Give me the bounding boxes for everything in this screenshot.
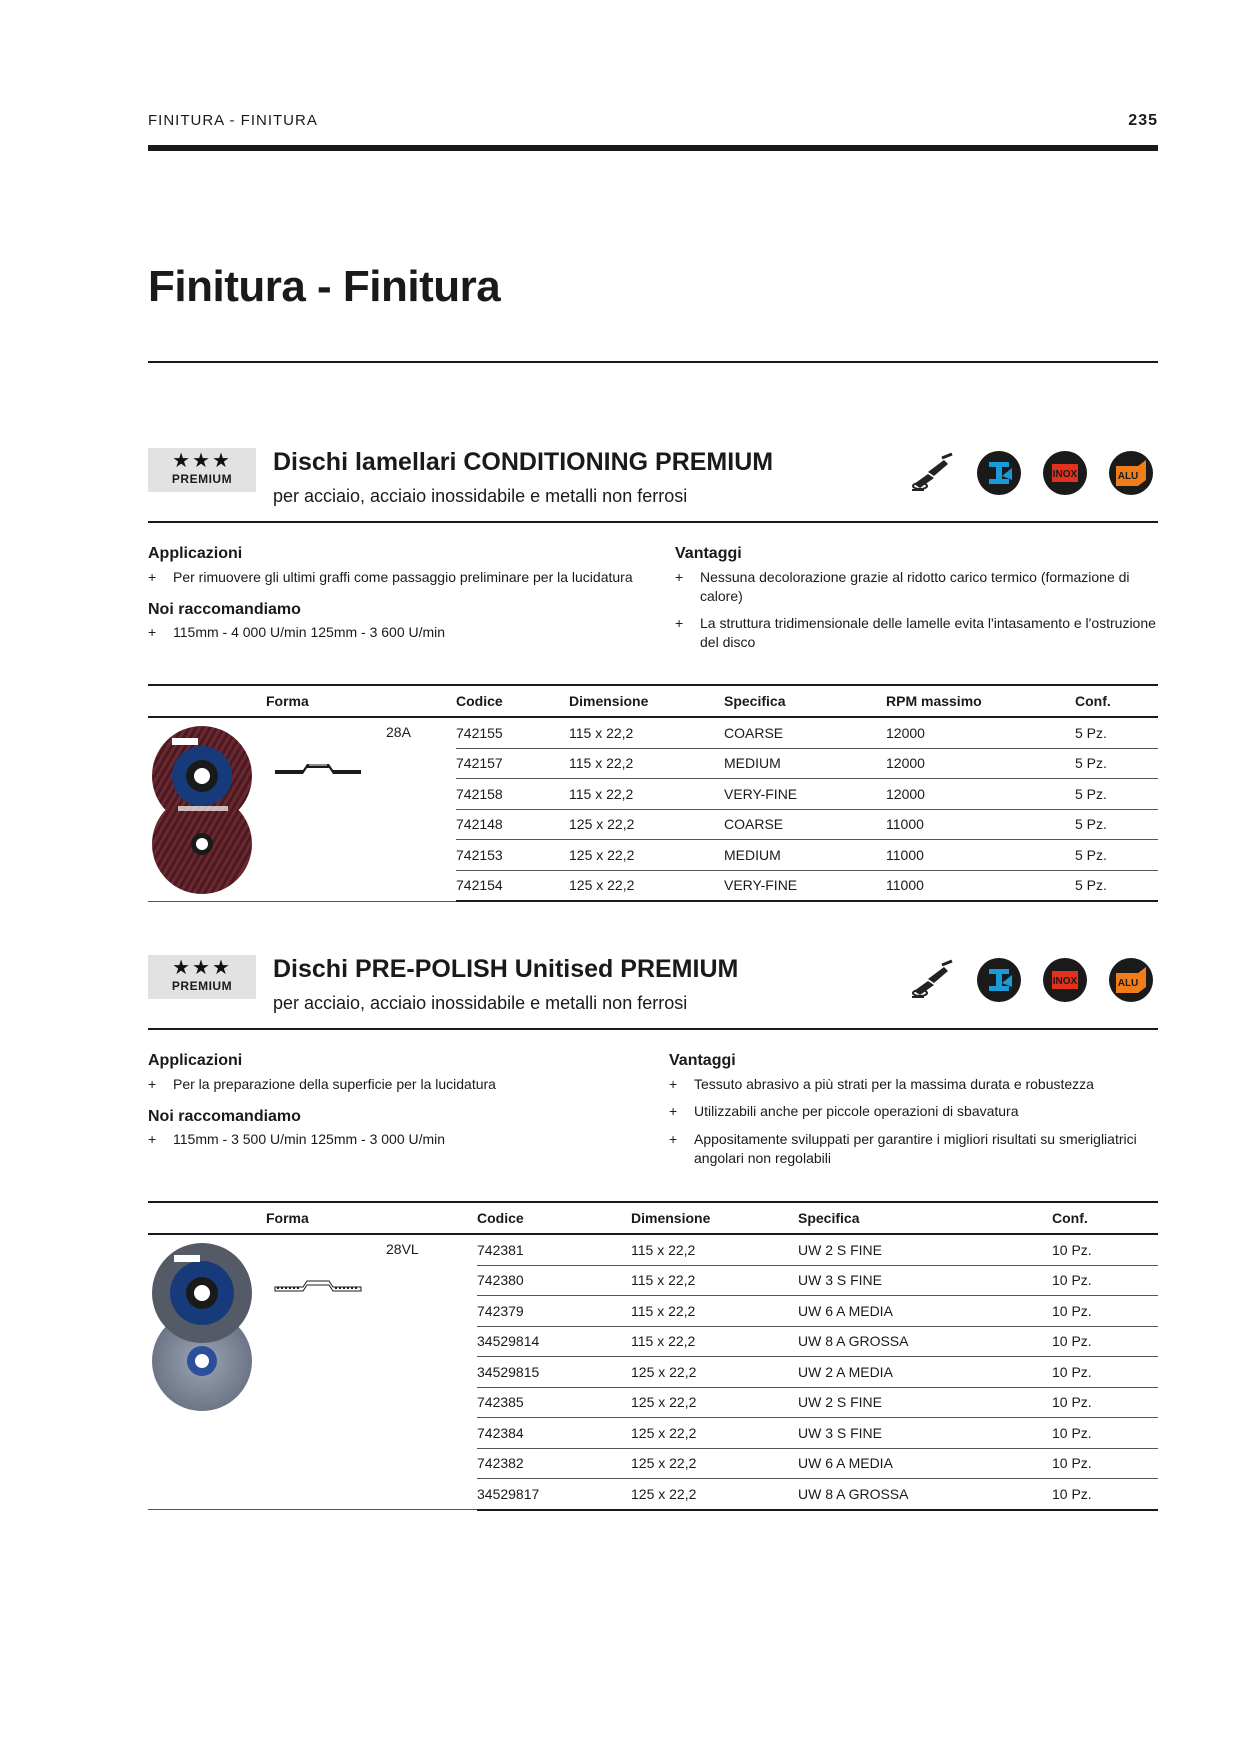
section-rule — [148, 521, 1158, 523]
dimension-cell: 115 x 22,2 — [631, 1234, 798, 1265]
product-table — [148, 684, 1158, 902]
column-header-specifica: Specifica — [724, 685, 886, 717]
running-header — [148, 112, 1158, 134]
column-header-forma: Forma — [148, 1202, 477, 1234]
advantage-item: + Tessuto abrasivo a più strati per la massima durata e robustezza — [669, 1075, 1164, 1094]
conf-cell: 5 Pz. — [1075, 840, 1158, 871]
inox-icon — [1042, 450, 1088, 496]
product-table — [148, 1201, 1158, 1511]
column-header-specifica: Specifica — [798, 1202, 1052, 1234]
section-title: Dischi PRE-POLISH Unitised PREMIUM — [273, 955, 739, 983]
section-title: Dischi lamellari CONDITIONING PREMIUM — [273, 448, 774, 476]
shape-cell — [148, 1234, 477, 1510]
dimension-cell: 125 x 22,2 — [631, 1387, 798, 1418]
conf-cell: 10 Pz. — [1052, 1479, 1158, 1510]
premium-badge — [148, 955, 256, 999]
badge-label: PREMIUM — [171, 979, 233, 993]
dimension-cell: 125 x 22,2 — [569, 809, 724, 840]
column-header-codice: Codice — [456, 685, 569, 717]
column-header-dimensione: Dimensione — [631, 1202, 798, 1234]
conf-cell: 10 Pz. — [1052, 1234, 1158, 1265]
section-rule — [148, 1028, 1158, 1030]
column-header-dimensione: Dimensione — [569, 685, 724, 717]
recommend-heading: Noi raccomandiamo — [148, 601, 301, 618]
angle-grinder-icon — [908, 957, 954, 1003]
flap-disc-image — [148, 724, 258, 894]
conf-cell: 10 Pz. — [1052, 1387, 1158, 1418]
column-header-rpm: RPM massimo — [886, 685, 1075, 717]
conf-cell: 5 Pz. — [1075, 809, 1158, 840]
stars-icon: ★★★ — [172, 450, 232, 472]
dimension-cell: 115 x 22,2 — [569, 717, 724, 748]
spec-cell: UW 8 A GROSSA — [798, 1479, 1052, 1510]
rpm-cell: 11000 — [886, 840, 1075, 871]
section-subtitle: per acciaio, acciaio inossidabile e metalli non ferrosi — [273, 993, 688, 1013]
application-item: + Per rimuovere gli ultimi graffi come passaggio preliminare per la lucidatura — [148, 568, 683, 587]
conf-cell: 5 Pz. — [1075, 870, 1158, 901]
rpm-cell: 12000 — [886, 717, 1075, 748]
rpm-cell: 12000 — [886, 779, 1075, 810]
rpm-cell: 11000 — [886, 809, 1075, 840]
code-cell: 742381 — [477, 1234, 631, 1265]
table-row — [148, 717, 1158, 748]
dimension-cell: 125 x 22,2 — [631, 1357, 798, 1388]
rpm-cell: 12000 — [886, 748, 1075, 779]
table-header-row — [148, 685, 1158, 717]
rpm-cell: 11000 — [886, 870, 1075, 901]
code-cell: 742153 — [456, 840, 569, 871]
spec-cell: UW 3 S FINE — [798, 1418, 1052, 1449]
svg-text:INOX: INOX — [1052, 976, 1078, 987]
section-subtitle: per acciaio, acciaio inossidabile e metalli non ferrosi — [273, 486, 688, 506]
column-header-forma: Forma — [148, 685, 456, 717]
shape-label: 28VL — [386, 1241, 419, 1257]
steel-icon — [976, 957, 1022, 1003]
code-cell: 34529814 — [477, 1326, 631, 1357]
badge-label: PREMIUM — [171, 472, 233, 486]
code-cell: 742148 — [456, 809, 569, 840]
dimension-cell: 125 x 22,2 — [631, 1479, 798, 1510]
advantage-item: + Nessuna decolorazione grazie al ridotto carico termico (formazione di calore) — [675, 568, 1160, 606]
dimension-cell: 115 x 22,2 — [631, 1296, 798, 1327]
code-cell: 742158 — [456, 779, 569, 810]
angle-grinder-icon — [908, 450, 954, 496]
advantage-item: + La struttura tridimensionale delle lamelle evita l'intasamento e l'ostruzione del disco — [675, 614, 1160, 652]
column-header-conf: Conf. — [1052, 1202, 1158, 1234]
running-header-section: FINITURA - FINITURA — [148, 112, 318, 129]
spec-cell: UW 6 A MEDIA — [798, 1448, 1052, 1479]
dimension-cell: 115 x 22,2 — [631, 1265, 798, 1296]
dimension-cell: 125 x 22,2 — [631, 1418, 798, 1449]
code-cell: 34529817 — [477, 1479, 631, 1510]
applications-heading: Applicazioni — [148, 1052, 243, 1069]
column-header-codice: Codice — [477, 1202, 631, 1234]
material-icons — [908, 955, 1158, 1005]
dimension-cell: 125 x 22,2 — [569, 870, 724, 901]
advantage-item: + Appositamente sviluppati per garantire i migliori risultati su smerigliatrici angolari non regolabili — [669, 1130, 1164, 1168]
svg-text:INOX: INOX — [1052, 469, 1078, 480]
advantages-heading: Vantaggi — [669, 1052, 736, 1069]
dimension-cell: 125 x 22,2 — [569, 840, 724, 871]
material-icons — [908, 448, 1158, 498]
code-cell: 742384 — [477, 1418, 631, 1449]
spec-cell: COARSE — [724, 809, 886, 840]
table-row — [148, 1234, 1158, 1265]
code-cell: 742380 — [477, 1265, 631, 1296]
spec-cell: COARSE — [724, 717, 886, 748]
recommend-item: + 115mm - 4 000 U/min 125mm - 3 600 U/min — [148, 623, 683, 642]
spec-cell: UW 2 A MEDIA — [798, 1357, 1052, 1388]
alu-icon — [1108, 957, 1154, 1003]
dimension-cell: 125 x 22,2 — [631, 1448, 798, 1479]
spec-cell: UW 6 A MEDIA — [798, 1296, 1052, 1327]
disc-profile-diagram — [273, 758, 363, 778]
spec-cell: UW 8 A GROSSA — [798, 1326, 1052, 1357]
table-header-row — [148, 1202, 1158, 1234]
alu-icon — [1108, 450, 1154, 496]
dimension-cell: 115 x 22,2 — [569, 779, 724, 810]
spec-cell: MEDIUM — [724, 748, 886, 779]
dimension-cell: 115 x 22,2 — [631, 1326, 798, 1357]
applications-heading: Applicazioni — [148, 545, 243, 562]
recommend-item: + 115mm - 3 500 U/min 125mm - 3 000 U/min — [148, 1130, 673, 1149]
conf-cell: 10 Pz. — [1052, 1357, 1158, 1388]
advantage-item: + Utilizzabili anche per piccole operazioni di sbavatura — [669, 1102, 1164, 1121]
conf-cell: 10 Pz. — [1052, 1448, 1158, 1479]
code-cell: 742157 — [456, 748, 569, 779]
conf-cell: 10 Pz. — [1052, 1418, 1158, 1449]
recommend-heading: Noi raccomandiamo — [148, 1108, 301, 1125]
unitised-disc-image — [148, 1241, 258, 1411]
catalog-page — [148, 0, 1158, 1754]
svg-text:ALU: ALU — [1117, 471, 1139, 482]
spec-cell: UW 2 S FINE — [798, 1387, 1052, 1418]
page-title: Finitura - Finitura — [148, 262, 501, 311]
shape-cell — [148, 717, 456, 901]
code-cell: 742385 — [477, 1387, 631, 1418]
spec-cell: UW 2 S FINE — [798, 1234, 1052, 1265]
spec-cell: VERY-FINE — [724, 779, 886, 810]
title-rule — [148, 361, 1158, 363]
conf-cell: 10 Pz. — [1052, 1326, 1158, 1357]
code-cell: 742155 — [456, 717, 569, 748]
disc-profile-diagram — [273, 1275, 363, 1295]
code-cell: 742382 — [477, 1448, 631, 1479]
header-rule — [148, 145, 1158, 151]
column-header-conf: Conf. — [1075, 685, 1158, 717]
conf-cell: 10 Pz. — [1052, 1265, 1158, 1296]
spec-cell: MEDIUM — [724, 840, 886, 871]
page-number: 235 — [1128, 112, 1158, 129]
spec-cell: VERY-FINE — [724, 870, 886, 901]
code-cell: 742379 — [477, 1296, 631, 1327]
code-cell: 34529815 — [477, 1357, 631, 1388]
code-cell: 742154 — [456, 870, 569, 901]
stars-icon: ★★★ — [172, 957, 232, 979]
conf-cell: 5 Pz. — [1075, 748, 1158, 779]
steel-icon — [976, 450, 1022, 496]
inox-icon — [1042, 957, 1088, 1003]
premium-badge — [148, 448, 256, 492]
shape-label: 28A — [386, 724, 411, 740]
svg-text:ALU: ALU — [1117, 978, 1139, 989]
dimension-cell: 115 x 22,2 — [569, 748, 724, 779]
advantages-heading: Vantaggi — [675, 545, 742, 562]
spec-cell: UW 3 S FINE — [798, 1265, 1052, 1296]
application-item: + Per la preparazione della superficie per la lucidatura — [148, 1075, 673, 1094]
conf-cell: 5 Pz. — [1075, 717, 1158, 748]
conf-cell: 10 Pz. — [1052, 1296, 1158, 1327]
conf-cell: 5 Pz. — [1075, 779, 1158, 810]
